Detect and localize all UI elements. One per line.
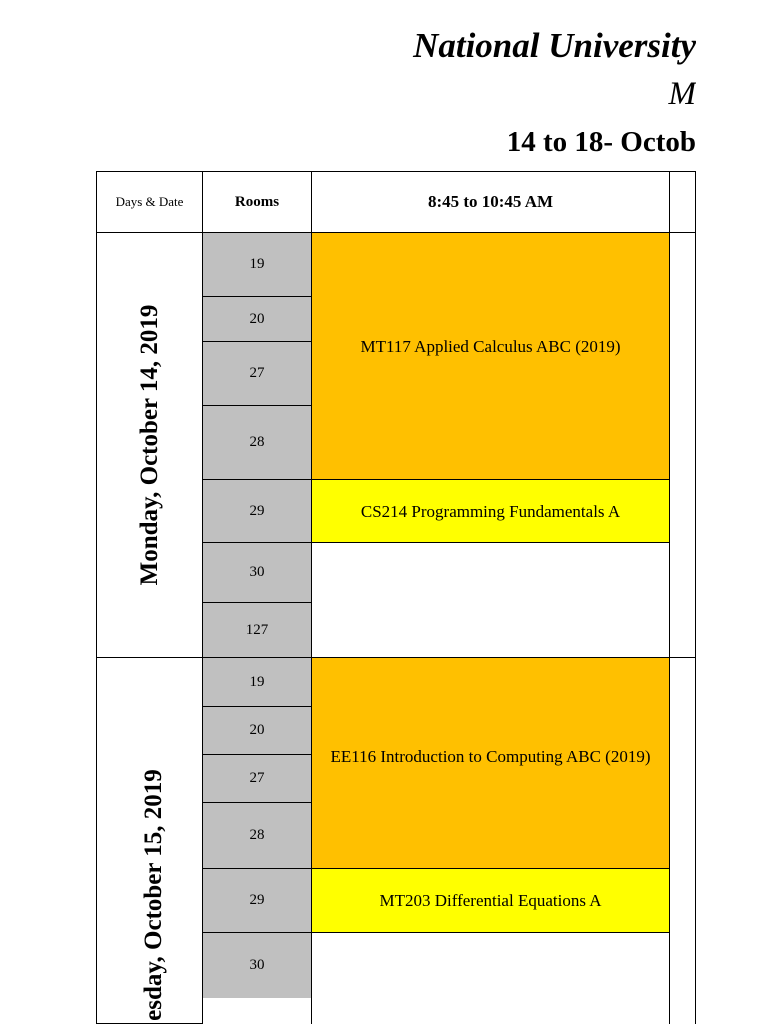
day-label: Monday, October 14, 2019 [135,304,163,586]
exam-cell [311,479,670,543]
room-cell: 19 [202,657,312,707]
header-days-date: Days & Date [96,171,203,233]
room-cell: 27 [202,341,312,406]
room-cell: 27 [202,754,312,803]
header-next-slot [669,171,696,233]
header-rooms: Rooms [202,171,312,233]
room-cell: 28 [202,802,312,869]
room-cell: 28 [202,405,312,480]
exam-cell [311,232,670,480]
day-cell-tuesday [96,657,203,1024]
room-cell: 29 [202,479,312,543]
empty-cell [311,932,670,1024]
exam-cell [311,657,670,869]
university-title: National University [413,26,696,65]
date-range: 14 to 18- Octob [506,126,696,158]
next-slot-cell [669,232,696,658]
schedule-title: M [668,76,696,112]
day-label: esday, October 15, 2019 [139,768,167,1021]
exam-cell [311,868,670,933]
room-cell: 127 [202,602,312,658]
next-slot-cell [669,657,696,1024]
room-cell: 20 [202,706,312,755]
header-time-slot: 8:45 to 10:45 AM [311,171,670,233]
room-cell: 30 [202,542,312,603]
room-cell: 29 [202,868,312,933]
exam-course: MT203 Differential Equations A [379,891,602,910]
exam-course: EE116 Introduction to Computing ABC (2019) [330,746,651,766]
exam-course: CS214 Programming Fundamentals A [360,501,621,521]
room-cell: 20 [202,296,312,342]
empty-cell [311,542,670,658]
room-cell: 19 [202,232,312,297]
day-cell-monday [96,232,203,658]
exam-course: MT117 Applied Calculus ABC (2019) [360,336,621,356]
room-cell: 30 [202,932,312,998]
